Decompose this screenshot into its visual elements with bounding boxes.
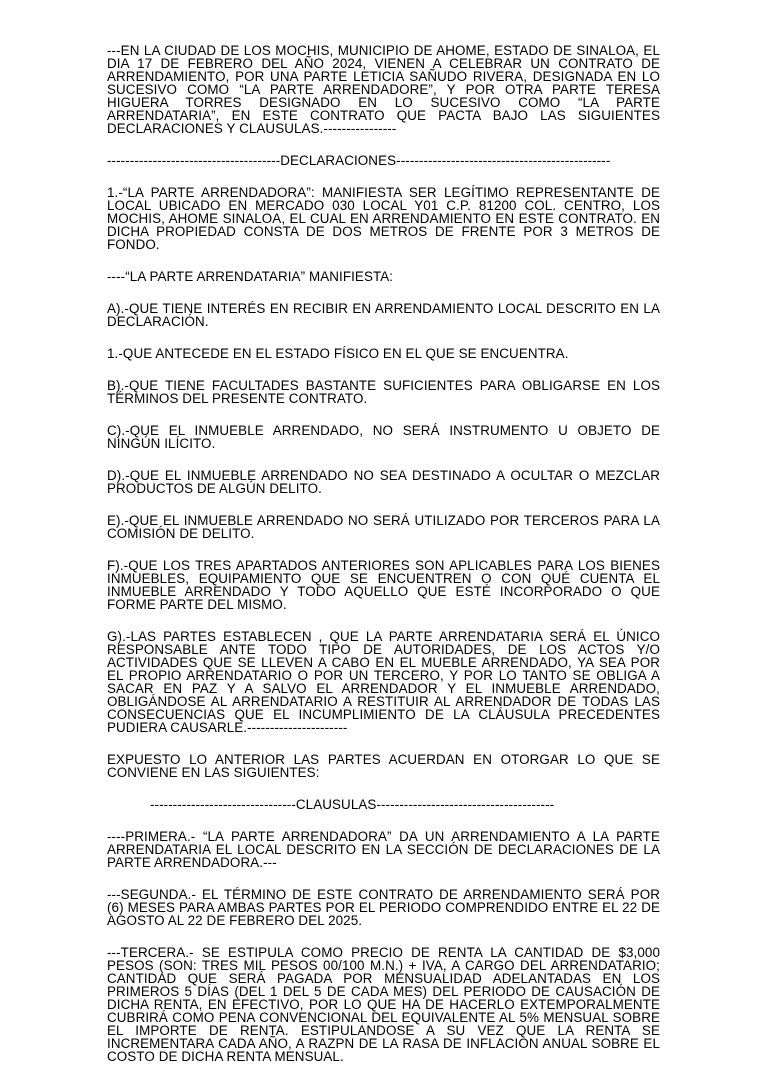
declaracion-item-e: E).-QUE EL INMUEBLE ARRENDADO NO SERÁ UTILIZADO POR TERCEROS PARA LA COMISIÓN DE DELITO. xyxy=(107,513,660,541)
clausula-primera: ----PRIMERA.- “LA PARTE ARRENDADORA” DA UN ARRENDAMIENTO A LA PARTE ARRENDATARIA EL LOCAL DESCRITO EN LA SECCIÓN DE DECLARACIONES DE LA PARTE ARRENDADORA.--- xyxy=(107,829,660,870)
declaracion-item-f: F).-QUE LOS TRES APARTADOS ANTERIORES SON APLICABLES PARA LOS BIENES INMUEBLES, EQUIPAMIENTO QUE SE ENCUENTREN O CON QUÉ CUENTA EL INMUEBLE ARRENDADO Y TODO AQUELLO QUE ESTÉ INCORPORADO O QUE FORME PARTE DEL MISMO. xyxy=(107,558,660,612)
declaracion-item-b: B).-QUE TIENE FACULTADES BASTANTE SUFICIENTES PARA OBLIGARSE EN LOS TÉRMINOS DEL PRESENTE CONTRATO. xyxy=(107,378,660,406)
intro-paragraph: ---EN LA CIUDAD DE LOS MOCHIS, MUNICIPIO DE AHOME, ESTADO DE SINALOA, EL DIA 17 DE FEBRERO DEL AÑO 2024, VIENEN A CELEBRAR UN CONTRATO DE ARRENDAMIENTO, POR UNA PARTE LETICIA SAÑUDO RIVERA, DESIGNADA EN LO SUCESIVO COMO “LA PARTE ARRENDADORE”, Y POR OTRA PARTE TERESA HIGUERA TORRES DESIGNADO EN LO SUCESIVO COMO “LA PARTE ARRENDATARIA”, EN ESTE CONTRATO QUE PACTA BAJO LAS SIGUIENTES DECLARACIONES Y CLAUSULAS.---------------- xyxy=(107,43,660,136)
declaraciones-heading: --------------------------------------DECLARACIONES----------------------------------------------- xyxy=(107,154,611,167)
declaracion-item-1: 1.-QUE ANTECEDE EN EL ESTADO FÍSICO EN EL QUE SE ENCUENTRA. xyxy=(107,346,569,361)
declaracion-item-a: A).-QUE TIENE INTERÉS EN RECIBIR EN ARRENDAMIENTO LOCAL DESCRITO EN LA DECLARACIÓN. xyxy=(107,301,660,329)
declaracion-1: 1.-“LA PARTE ARRENDADORA”: MANIFIESTA SER LEGÍTIMO REPRESENTANTE DE LOCAL UBICADO EN MERCADO 030 LOCAL Y01 C.P. 81200 COL. CENTRO, LOS MOCHIS, AHOME SINALOA, EL CUAL EN ARRENDAMIENTO EN ESTE CONTRATO. EN DICHA PROPIEDAD CONSTA DE DOS METROS DE FRENTE POR 3 METROS DE FONDO. xyxy=(107,185,660,252)
clausulas-heading: --------------------------------CLAUSULAS--------------------------------------- xyxy=(150,798,555,811)
declaracion-item-g: G).-LAS PARTES ESTABLECEN , QUE LA PARTE ARRENDATARIA SERÁ EL ÚNICO RESPONSABLE ANTE TODO TIPO DE AUTORIDADES, DE LOS ACTOS Y/O ACTIVIDADES QUE SE LLEVEN A CABO EN EL MUEBLE ARRENDADO, YA SEA POR EL PROPIO ARRENDATARIO O POR UN TERCERO, Y POR LO TANTO SE OBLIGA A SACAR EN PAZ Y A SALVO EL ARRENDADOR Y EL INMUEBLE ARRENDADO, OBLIGÁNDOSE AL ARRENDATARIO A RESTITUIR AL ARRENDADOR DE TODAS LAS CONSECUENCIAS QUE EL INCUMPLIMIENTO DE LA CLÁUSULA PRECEDENTES PUDIERA CAUSARLE.---------------------- xyxy=(107,629,660,735)
expuesto-paragraph: EXPUESTO LO ANTERIOR LAS PARTES ACUERDAN EN OTORGAR LO QUE SE CONVIENE EN LAS SIGUIENTES: xyxy=(107,752,660,780)
declaracion-item-d: D).-QUE EL INMUEBLE ARRENDADO NO SEA DESTINADO A OCULTAR O MEZCLAR PRODUCTOS DE ALGÚN DELITO. xyxy=(107,468,660,496)
arrendataria-manifiesta: ----“LA PARTE ARRENDATARIA” MANIFIESTA: xyxy=(107,269,394,284)
declaracion-item-c: C).-QUE EL INMUEBLE ARRENDADO, NO SERÁ INSTRUMENTO U OBJETO DE NINGÚN ILÍCITO. xyxy=(107,423,660,451)
clausula-tercera: ---TERCERA.- SE ESTIPULA COMO PRECIO DE RENTA LA CANTIDAD DE $3,000 PESOS (SON: TRES MIL PESOS 00/100 M.N.) + IVA, A CARGO DEL ARRENDATARIO; CANTIDAD QUE SERÁ PAGADA POR MENSUALIDAD ADELANTADAS EN LOS PRIMEROS 5 DÍAS (DEL 1 DEL 5 DE CADA MES) DEL PERIODO DE CAUSACIÓN DE DICHA RENTA, EN EFECTIVO, POR LO QUE HA DE HACERLO EXTEMPORALMENTE CUBRIRÁ COMO PENA CONVENCIONAL DEL EQUIVALENTE AL 5% MENSUAL SOBRE EL IMPORTE DE RENTA. ESTIPULANDOSE A SU VEZ QUE LA RENTA SE INCREMENTARA CADA AÑO, A RAZPN DE LA RASA DE INFLACION ANUAL SOBRE EL COSTO DE DICHA RENTA MENSUAL. xyxy=(107,945,660,1064)
contract-page xyxy=(107,44,660,1082)
clausula-segunda: ---SEGUNDA.- EL TÉRMINO DE ESTE CONTRATO DE ARRENDAMIENTO SERÁ POR (6) MESES PARA AMBAS PARTES POR EL PERIODO COMPRENDIDO ENTRE EL 22 DE AGOSTO AL 22 DE FEBRERO DEL 2025. xyxy=(107,887,660,928)
